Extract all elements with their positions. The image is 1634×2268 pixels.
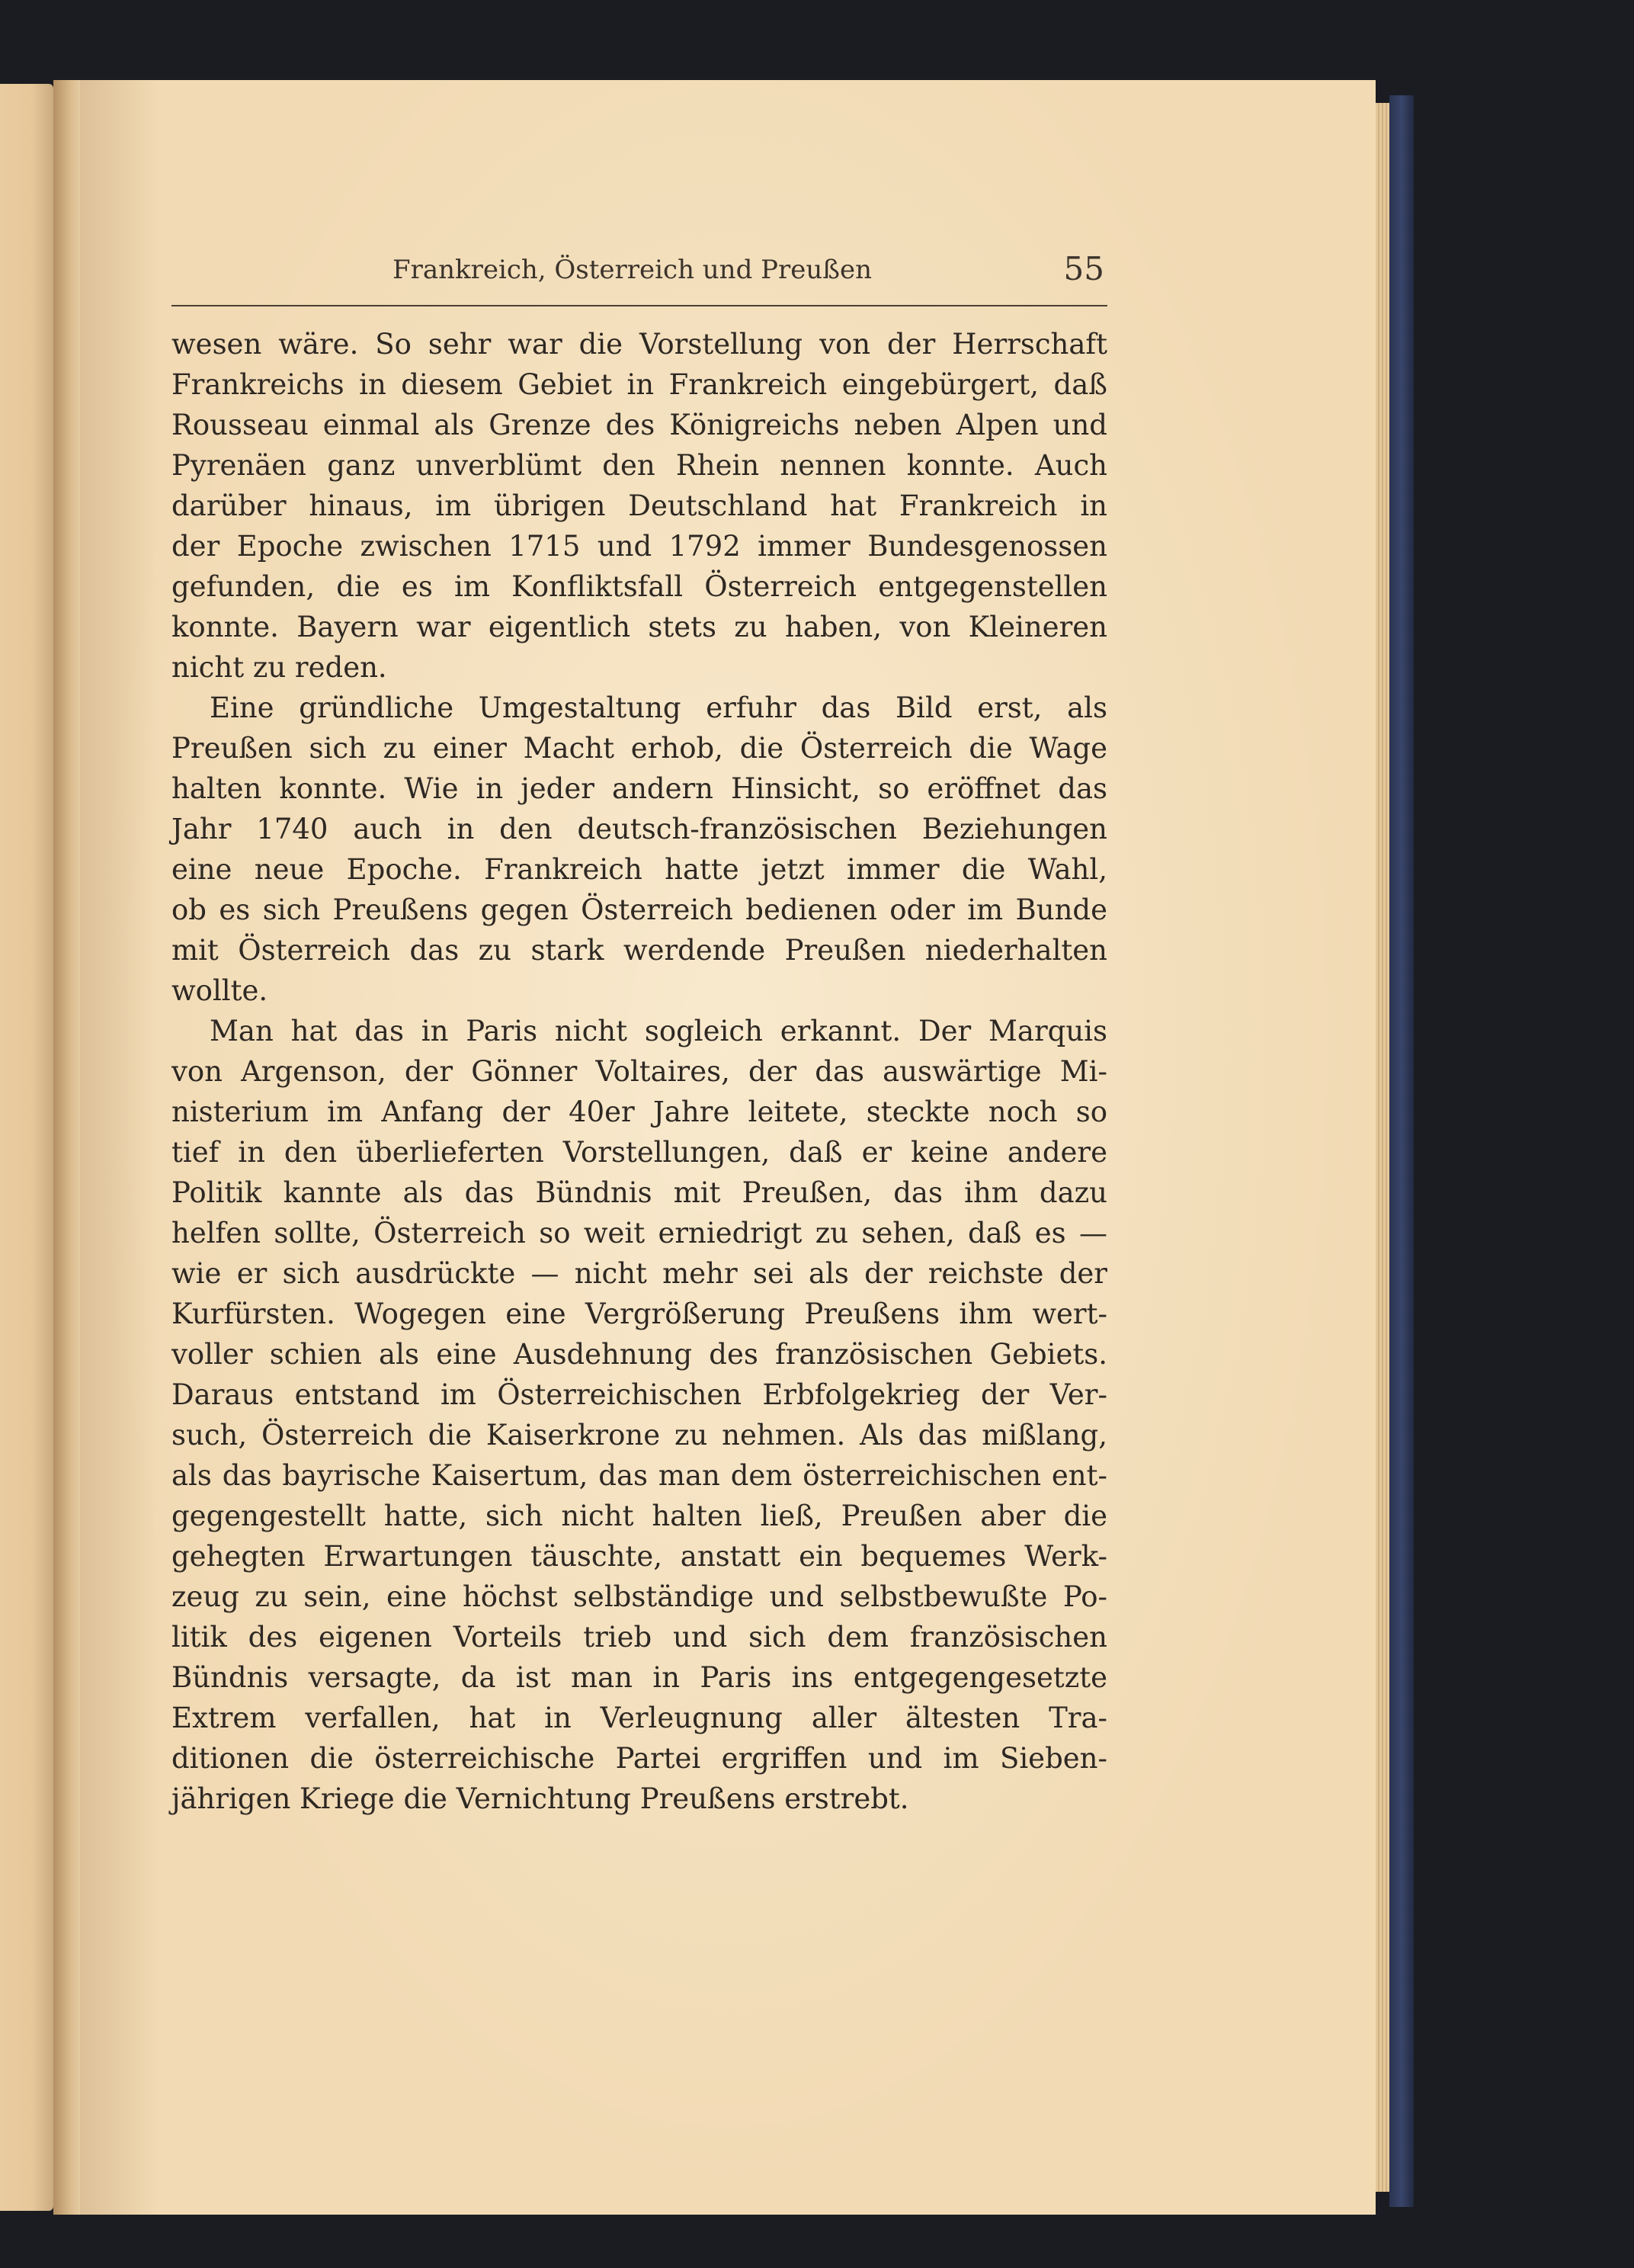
text-line: Rousseau einmal als Grenze des Königreichs neben Alpen und <box>171 409 1107 441</box>
text-line: gegengestellt hatte, sich nicht halten ließ, Preußen aber die <box>171 1500 1107 1532</box>
text-line: wesen wäre. So sehr war die Vorstellung von der Herrschaft <box>171 328 1107 361</box>
book-cover-edge <box>1389 95 1414 2207</box>
text-line: gefunden, die es im Konfliktsfall Österreich entgegenstellen <box>171 570 1107 603</box>
text-line: Kurfürsten. Wogegen eine Vergrößerung Preußens ihm wert- <box>171 1298 1107 1330</box>
text-line: konnte. Bayern war eigentlich stets zu haben, von Kleineren <box>171 611 1107 643</box>
text-line: voller schien als eine Ausdehnung des französischen Gebiets. <box>171 1338 1107 1371</box>
text-line: jährigen Kriege die Vernichtung Preußens erstrebt. <box>171 1782 909 1815</box>
text-line: Preußen sich zu einer Macht erhob, die Österreich die Wage <box>171 732 1107 765</box>
text-line: such, Österreich die Kaiserkrone zu nehmen. Als das mißlang, <box>171 1419 1107 1452</box>
running-head <box>171 252 1107 306</box>
text-line: Frankreichs in diesem Gebiet in Frankreich eingebürgert, daß <box>171 368 1107 401</box>
text-line: Eine gründliche Umgestaltung erfuhr das Bild erst, als <box>210 691 1107 724</box>
text-line: als das bayrische Kaisertum, das man dem österreichischen ent- <box>171 1459 1107 1492</box>
text-line: Extrem verfallen, hat in Verleugnung aller ältesten Tra- <box>171 1702 1107 1734</box>
text-line: zeug zu sein, eine höchst selbständige und selbstbewußte Po- <box>171 1580 1107 1613</box>
text-line: gehegten Erwartungen täuschte, anstatt ein bequemes Werk- <box>171 1540 1107 1573</box>
text-line: eine neue Epoche. Frankreich hatte jetzt immer die Wahl, <box>171 853 1107 886</box>
body-text <box>171 324 1107 1819</box>
text-line: helfen sollte, Österreich so weit erniedrigt zu sehen, daß es — <box>171 1217 1107 1249</box>
page-number: 55 <box>1063 250 1104 287</box>
page-stack-edge <box>1376 103 1389 2192</box>
text-line: ditionen die österreichische Partei ergriffen und im Sieben- <box>171 1742 1107 1775</box>
text-line: wie er sich ausdrückte — nicht mehr sei als der reichste der <box>171 1257 1107 1290</box>
text-line: tief in den überlieferten Vorstellungen, daß er keine andere <box>171 1136 1107 1169</box>
text-line: Jahr 1740 auch in den deutsch-französischen Beziehungen <box>171 813 1107 845</box>
text-line: nisterium im Anfang der 40er Jahre leitete, steckte noch so <box>171 1096 1107 1128</box>
text-line: Daraus entstand im Österreichischen Erbfolgekrieg der Ver- <box>171 1378 1107 1411</box>
text-line: Bündnis versagte, da ist man in Paris ins entgegengesetzte <box>171 1661 1107 1694</box>
text-line: Politik kannte als das Bündnis mit Preußen, das ihm dazu <box>171 1176 1107 1209</box>
text-line: Man hat das in Paris nicht sogleich erkannt. Der Marquis <box>210 1015 1107 1047</box>
text-line: wollte. <box>171 974 268 1007</box>
text-line: von Argenson, der Gönner Voltaires, der das auswärtige Mi- <box>171 1055 1107 1088</box>
text-line: Pyrenäen ganz unverblümt den Rhein nennen konnte. Auch <box>171 449 1107 482</box>
text-line: litik des eigenen Vorteils trieb und sich dem französischen <box>171 1621 1107 1654</box>
text-line: nicht zu reden. <box>171 651 387 684</box>
text-line: darüber hinaus, im übrigen Deutschland hat Frankreich in <box>171 489 1107 522</box>
book-gutter <box>53 80 84 2215</box>
text-line: ob es sich Preußens gegen Österreich bedienen oder im Bunde <box>171 893 1107 926</box>
left-page-edge <box>0 84 53 2211</box>
text-line: halten konnte. Wie in jeder andern Hinsicht, so eröffnet das <box>171 772 1107 805</box>
text-line: der Epoche zwischen 1715 und 1792 immer Bundesgenossen <box>171 530 1107 563</box>
running-head-title: Frankreich, Österreich und Preußen <box>392 255 873 285</box>
text-line: mit Österreich das zu stark werdende Preußen niederhalten <box>171 934 1107 967</box>
